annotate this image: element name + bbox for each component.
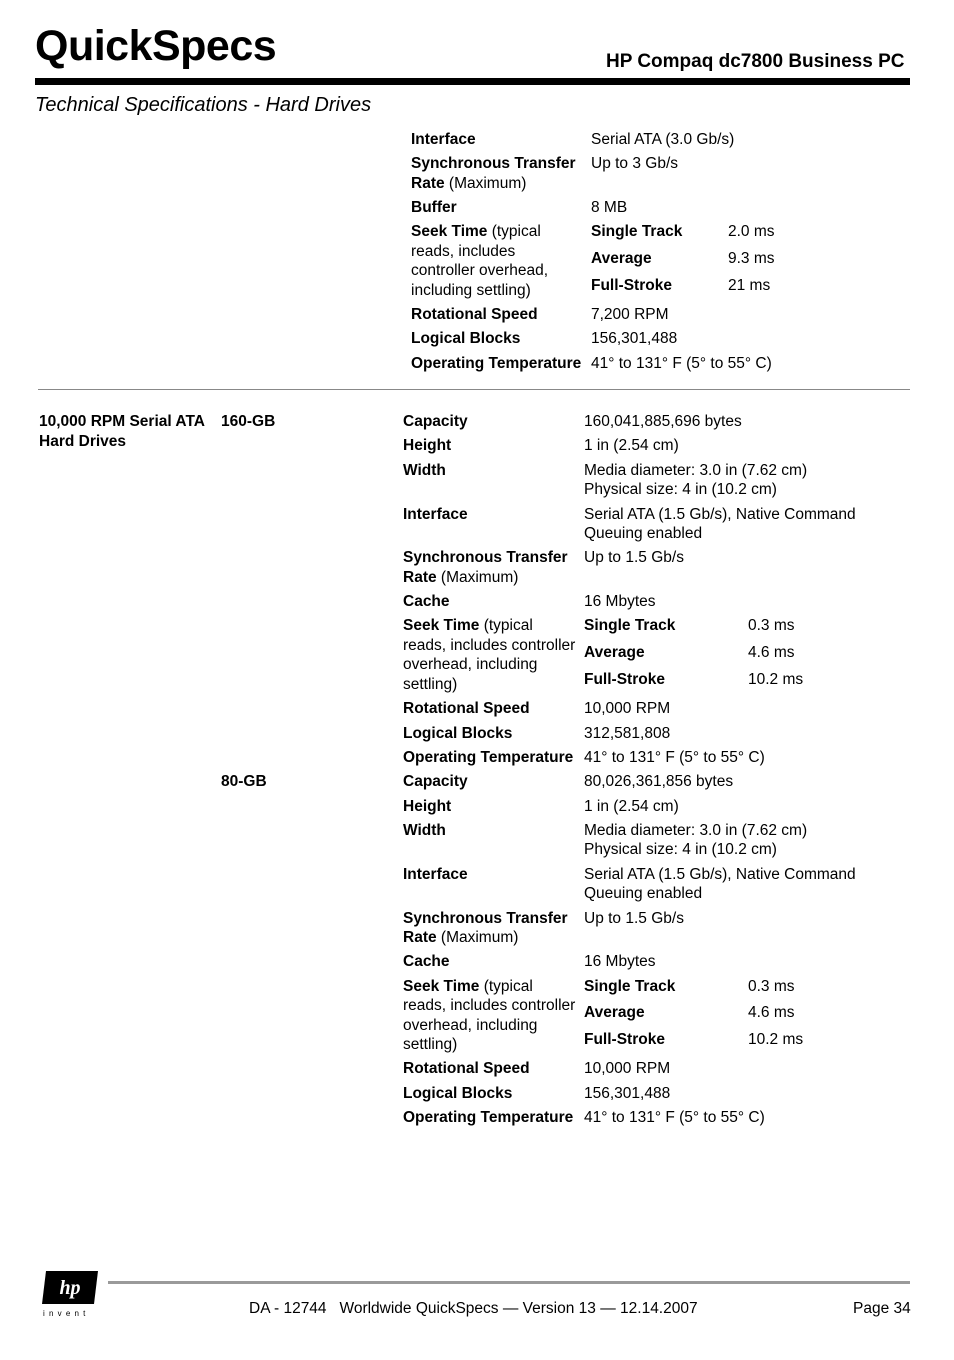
spec-label: Logical Blocks xyxy=(411,330,521,347)
footer-rule xyxy=(108,1281,910,1284)
spec-value: 10,000 RPM xyxy=(584,700,671,717)
footer-doc-info: DA - 12744 Worldwide QuickSpecs — Version 13 — 12.14.2007 xyxy=(249,1300,698,1317)
spec-label: including settling) xyxy=(411,282,531,299)
spec-label: reads, includes xyxy=(411,243,516,260)
drive-size-label: 160-GB xyxy=(221,413,276,430)
spec-label: Operating Temperature xyxy=(411,355,582,372)
section-divider xyxy=(38,389,910,390)
spec-label: Seek Time (typical xyxy=(403,978,533,995)
spec-value: Serial ATA (3.0 Gb/s) xyxy=(591,131,735,148)
spec-value: 10,000 RPM xyxy=(584,1060,671,1077)
spec-label: Operating Temperature xyxy=(403,749,574,766)
section-title: Technical Specifications - Hard Drives xyxy=(35,94,372,116)
spec-label: Seek Time (typical xyxy=(411,223,541,240)
group-label: Hard Drives xyxy=(39,433,127,450)
spec-value: 10.2 ms xyxy=(748,1031,804,1048)
spec-value: 41° to 131° F (5° to 55° C) xyxy=(584,749,765,766)
spec-value: Queuing enabled xyxy=(584,525,703,542)
spec-value: 4.6 ms xyxy=(748,1004,795,1021)
spec-label: Width xyxy=(403,462,446,479)
spec-sublabel: Average xyxy=(584,644,645,661)
spec-value: 1 in (2.54 cm) xyxy=(584,437,679,454)
spec-label: Logical Blocks xyxy=(403,1085,513,1102)
header-rule xyxy=(35,78,910,85)
spec-value: 16 Mbytes xyxy=(584,593,656,610)
spec-value: 7,200 RPM xyxy=(591,306,669,323)
hp-logo-icon xyxy=(40,1269,100,1306)
spec-value: 41° to 131° F (5° to 55° C) xyxy=(584,1109,765,1126)
spec-label: Cache xyxy=(403,593,450,610)
brand-title: QuickSpecs xyxy=(35,22,277,70)
spec-value: 10.2 ms xyxy=(748,671,804,688)
spec-label: overhead, including xyxy=(403,1017,538,1034)
spec-label: Rate (Maximum) xyxy=(403,569,519,586)
spec-sublabel: Single Track xyxy=(591,223,683,240)
spec-label: Rotational Speed xyxy=(411,306,538,323)
spec-label: reads, includes controller xyxy=(403,637,576,654)
spec-value: 1 in (2.54 cm) xyxy=(584,798,679,815)
spec-label: settling) xyxy=(403,676,458,693)
spec-value: 2.0 ms xyxy=(728,223,775,240)
spec-value: 4.6 ms xyxy=(748,644,795,661)
spec-sublabel: Single Track xyxy=(584,617,676,634)
spec-value: Queuing enabled xyxy=(584,885,703,902)
spec-label: Rotational Speed xyxy=(403,1060,530,1077)
spec-value: Serial ATA (1.5 Gb/s), Native Command xyxy=(584,506,856,523)
spec-label: Interface xyxy=(403,866,468,883)
spec-value: Up to 3 Gb/s xyxy=(591,155,679,172)
spec-value: 312,581,808 xyxy=(584,725,671,742)
spec-value: Media diameter: 3.0 in (7.62 cm) xyxy=(584,822,808,839)
spec-label: Rate (Maximum) xyxy=(403,929,519,946)
spec-label: Rate (Maximum) xyxy=(411,175,527,192)
spec-value: 156,301,488 xyxy=(591,330,678,347)
spec-sublabel: Full-Stroke xyxy=(591,277,672,294)
spec-sublabel: Full-Stroke xyxy=(584,671,665,688)
spec-value: 80,026,361,856 bytes xyxy=(584,773,734,790)
spec-value: 8 MB xyxy=(591,199,628,216)
spec-label: Interface xyxy=(411,131,476,148)
spec-value: Up to 1.5 Gb/s xyxy=(584,549,684,566)
spec-value: 21 ms xyxy=(728,277,771,294)
spec-sublabel: Average xyxy=(584,1004,645,1021)
spec-label: Width xyxy=(403,822,446,839)
group-label: 10,000 RPM Serial ATA xyxy=(39,413,205,430)
spec-value: 9.3 ms xyxy=(728,250,775,267)
spec-value: Media diameter: 3.0 in (7.62 cm) xyxy=(584,462,808,479)
product-name: HP Compaq dc7800 Business PC xyxy=(606,51,905,72)
spec-label: Cache xyxy=(403,953,450,970)
spec-label: overhead, including xyxy=(403,656,538,673)
spec-sublabel: Single Track xyxy=(584,978,676,995)
spec-label: Rotational Speed xyxy=(403,700,530,717)
spec-label: Capacity xyxy=(403,773,468,790)
spec-label: Height xyxy=(403,437,452,454)
spec-value: 160,041,885,696 bytes xyxy=(584,413,742,430)
drive-size-label: 80-GB xyxy=(221,773,267,790)
spec-label: Synchronous Transfer xyxy=(403,549,568,566)
spec-value: 0.3 ms xyxy=(748,617,795,634)
spec-value: Serial ATA (1.5 Gb/s), Native Command xyxy=(584,866,856,883)
spec-sublabel: Average xyxy=(591,250,652,267)
page-number: Page 34 xyxy=(853,1300,911,1317)
spec-label: Interface xyxy=(403,506,468,523)
spec-sublabel: Full-Stroke xyxy=(584,1031,665,1048)
spec-label: reads, includes controller xyxy=(403,997,576,1014)
spec-value: Up to 1.5 Gb/s xyxy=(584,910,684,927)
spec-label: Synchronous Transfer xyxy=(403,910,568,927)
spec-label: settling) xyxy=(403,1036,458,1053)
spec-value: 16 Mbytes xyxy=(584,953,656,970)
spec-label: Height xyxy=(403,798,452,815)
spec-value: 41° to 131° F (5° to 55° C) xyxy=(591,355,772,372)
logo-tagline: invent xyxy=(43,1309,90,1318)
spec-label: Buffer xyxy=(411,199,457,216)
spec-value: 0.3 ms xyxy=(748,978,795,995)
spec-value: Physical size: 4 in (10.2 cm) xyxy=(584,481,777,498)
spec-label: Logical Blocks xyxy=(403,725,513,742)
svg-text:hp: hp xyxy=(59,1277,81,1299)
spec-value: Physical size: 4 in (10.2 cm) xyxy=(584,841,777,858)
spec-label: Seek Time (typical xyxy=(403,617,533,634)
spec-label: Capacity xyxy=(403,413,468,430)
spec-label: controller overhead, xyxy=(411,262,548,279)
spec-label: Synchronous Transfer xyxy=(411,155,576,172)
spec-value: 156,301,488 xyxy=(584,1085,671,1102)
spec-label: Operating Temperature xyxy=(403,1109,574,1126)
